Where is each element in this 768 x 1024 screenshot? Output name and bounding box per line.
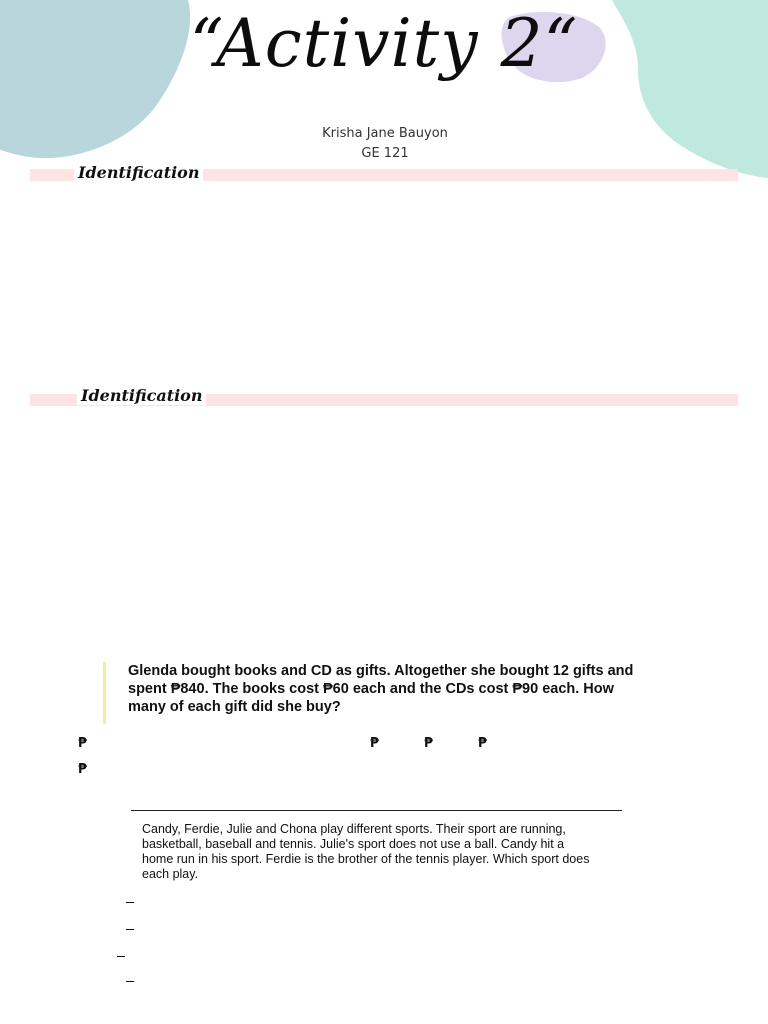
section-heading-identification-1: Identification	[74, 163, 203, 182]
problem-text-line: basketball, baseball and tennis. Julie's sport does not use a ball. Candy hit a	[142, 837, 565, 851]
peso-sign: ₱	[78, 762, 88, 777]
section-heading-identification-2: Identification	[77, 386, 206, 405]
problem-divider-line	[131, 810, 622, 811]
answer-dash	[126, 902, 134, 903]
problem-text-line: Glenda bought books and CD as gifts. Altogether she bought 12 gifts and	[128, 663, 634, 679]
peso-sign: ₱	[478, 736, 488, 751]
word-problem-sports	[142, 822, 618, 882]
answer-dash	[126, 981, 134, 982]
peso-sign: ₱	[370, 736, 380, 751]
problem-text-line: many of each gift did she buy?	[128, 699, 341, 715]
author-name: Krisha Jane Bauyon	[322, 126, 448, 141]
peso-sign: ₱	[78, 736, 88, 751]
problem-text-line: Candy, Ferdie, Julie and Chona play different sports. Their sport are running,	[142, 822, 566, 836]
page-title: “Activity 2“	[189, 5, 579, 82]
word-problem-gifts	[103, 662, 680, 724]
problem-text-line: home run in his sport. Ferdie is the brother of the tennis player. Which sport does	[142, 852, 590, 866]
answer-dash	[126, 929, 134, 930]
problem-text-line: each play.	[142, 867, 199, 881]
answer-dash	[117, 956, 125, 957]
peso-sign: ₱	[424, 736, 434, 751]
course-code: GE 121	[361, 146, 409, 161]
problem-text-line: spent ₱840. The books cost ₱60 each and the CDs cost ₱90 each. How	[128, 681, 614, 697]
